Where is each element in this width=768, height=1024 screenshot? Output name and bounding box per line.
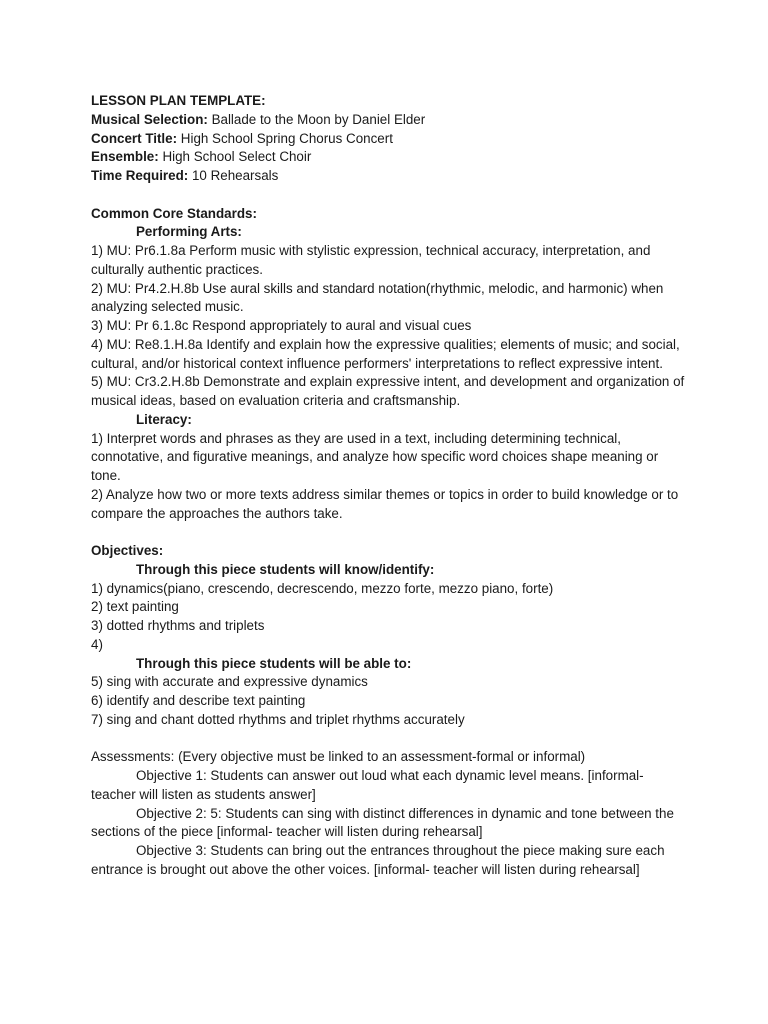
standards-heading: Common Core Standards:	[91, 205, 257, 221]
literacy-item: 2) Analyze how two or more texts address similar themes or topics in order to build knowledge or to compare the approaches the authors take.	[91, 486, 679, 521]
field-ensemble	[91, 148, 688, 167]
objective-item: 5) sing with accurate and expressive dynamics	[91, 674, 368, 690]
field-label: Ensemble:	[91, 149, 159, 165]
field-label: Musical Selection:	[91, 111, 208, 127]
assessment-text: Objective 1: Students can answer out loud what each dynamic level means. [informal- teacher will listen as students answer]	[91, 768, 644, 802]
know-heading: Through this piece students will know/identify:	[136, 561, 435, 577]
objective-item: 7) sing and chant dotted rhythms and triplet rhythms accurately	[91, 711, 465, 727]
field-concert-title	[91, 130, 688, 149]
field-value: Ballade to the Moon by Daniel Elder	[211, 111, 426, 127]
objective-item: 4)	[91, 636, 103, 652]
performing-arts-heading: Performing Arts:	[136, 224, 242, 240]
assessment-text: Objective 3: Students can bring out the entrances throughout the piece making sure each entrance is brought out above the other voices. [informal- teacher will listen during rehearsal]	[91, 843, 665, 877]
assessment-text: Objective 2: 5: Students can sing with distinct differences in dynamic and tone between the sections of the piece [informal- teacher will listen during rehearsal]	[91, 805, 674, 840]
field-label: Time Required:	[91, 168, 189, 183]
assessments-heading: Assessments: (Every objective must be linked to an assessment-formal or informal)	[91, 749, 586, 765]
objective-item: 2) text painting	[91, 599, 179, 615]
objective-item: 6) identify and describe text painting	[91, 693, 306, 708]
literacy-item: 1) Interpret words and phrases as they are used in a text, including determining technical, connotative, and figurative meanings, and analyze how specific word choices shape meaning or tone.	[91, 430, 659, 483]
standard-item: 5) MU: Cr3.2.H.8b Demonstrate and explain expressive intent, and development and organization of musical ideas, based on evaluation criteria and craftsmanship.	[91, 374, 685, 408]
standard-item: 2) MU: Pr4.2.H.8b Use aural skills and standard notation(rhythmic, melodic, and harmonic) when analyzing selected music.	[91, 280, 664, 315]
literacy-heading: Literacy:	[136, 411, 192, 427]
able-heading: Through this piece students will be able to:	[136, 655, 412, 671]
spacer	[91, 186, 688, 205]
standard-item: 1) MU: Pr6.1.8a Perform music with stylistic expression, technical accuracy, interpretation, and culturally authentic practices.	[91, 243, 651, 277]
assessment-item	[91, 842, 688, 880]
field-time-required	[91, 167, 688, 186]
field-musical-selection	[91, 111, 688, 130]
field-value: 10 Rehearsals	[191, 168, 279, 183]
standard-item: 4) MU: Re8.1.H.8a Identify and explain how the expressive qualities; elements of music; and social, cultural, and/or historical context influence performers' interpretations to reflect expressive intent.	[91, 336, 680, 371]
spacer	[91, 523, 688, 542]
objectives-heading: Objectives:	[91, 543, 164, 558]
objective-item: 3) dotted rhythms and triplets	[91, 618, 265, 633]
field-label: Concert Title:	[91, 130, 178, 146]
objective-item: 1) dynamics(piano, crescendo, decrescendo, mezzo forte, mezzo piano, forte)	[91, 580, 554, 596]
assessment-item	[91, 767, 688, 805]
assessment-item	[91, 805, 688, 843]
document-title: LESSON PLAN TEMPLATE:	[91, 93, 266, 108]
field-value: High School Select Choir	[162, 149, 312, 165]
spacer	[91, 730, 688, 749]
standard-item: 3) MU: Pr 6.1.8c Respond appropriately to aural and visual cues	[91, 318, 472, 333]
field-value: High School Spring Chorus Concert	[180, 130, 393, 146]
